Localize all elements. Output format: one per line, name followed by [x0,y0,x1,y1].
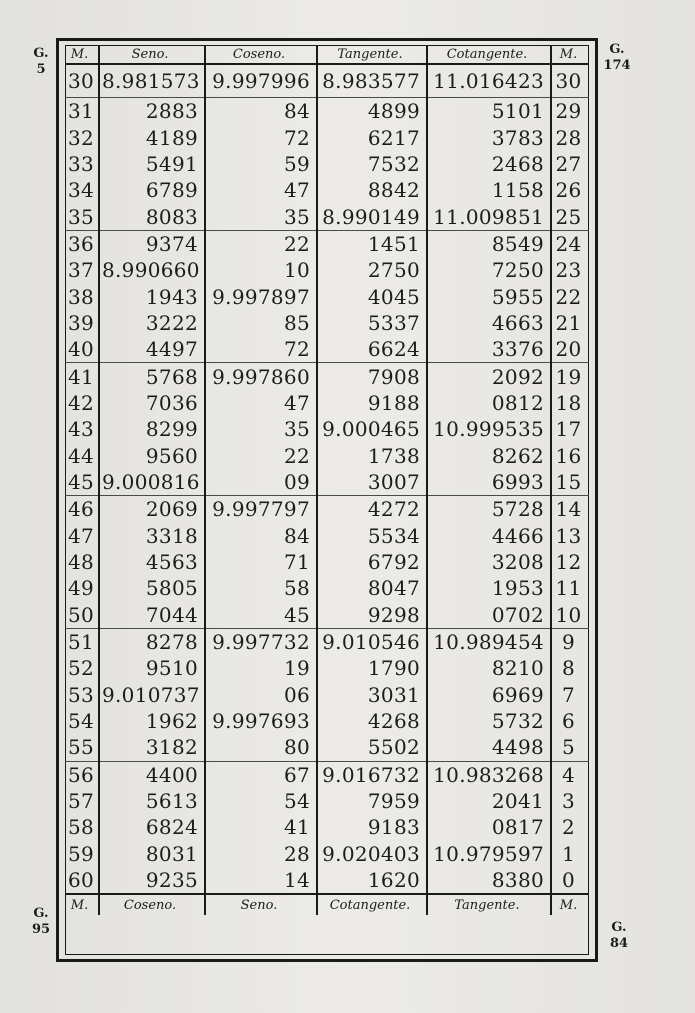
table-row [65,310,589,336]
margin-mark-bottom-left [26,906,56,938]
minute-right: 6 [551,708,589,734]
table-row [65,64,589,98]
minute-right: 10 [551,602,589,629]
table-row [65,203,589,230]
cotangente-value: 8210 [427,655,551,681]
minute-right: 3 [551,788,589,814]
seno-value: 9.000816 [99,469,205,496]
minute-right: 5 [551,734,589,761]
tangente-value: 9.010546 [317,628,427,655]
coseno-value: 9.997693 [205,708,317,734]
table-row [65,814,589,840]
minute-right: 12 [551,549,589,575]
seno-value: 2069 [99,496,205,523]
seno-value: 7036 [99,390,205,416]
coseno-value: 22 [205,230,317,257]
table-row [65,363,589,390]
tangente-value: 4899 [317,98,427,125]
tangente-value: 6624 [317,336,427,363]
table-row [65,867,589,894]
table-row [65,761,589,788]
coseno-value: 47 [205,177,317,203]
minute-left: 33 [68,151,95,176]
margin-degree-value: 95 [31,922,51,937]
minute-right: 4 [551,761,589,788]
seno-value: 2883 [99,98,205,125]
minute-left: 37 [68,258,95,283]
header-seno: Seno. [99,45,205,64]
seno-value: 5491 [99,151,205,177]
cotangente-value: 11.009851 [427,203,551,230]
minute-right: 19 [551,363,589,390]
table-row [65,549,589,575]
table-row [65,575,589,601]
cotangente-value: 10.979597 [427,841,551,867]
margin-degree-label: G. [33,46,49,61]
table-row [65,788,589,814]
minute-right: 17 [551,416,589,442]
minute-left: 47 [68,523,95,548]
tangente-value: 6217 [317,124,427,150]
seno-value: 8299 [99,416,205,442]
minute-right: 8 [551,655,589,681]
minute-left: 40 [65,336,99,363]
coseno-value: 14 [205,867,317,894]
cotangente-value: 1953 [427,575,551,601]
table-row [65,124,589,150]
seno-value: 8278 [99,628,205,655]
cotangente-value: 5955 [427,283,551,309]
tangente-value: 9.020403 [317,841,427,867]
minute-left: 42 [68,390,95,415]
coseno-value: 09 [205,469,317,496]
minute-right: 14 [551,496,589,523]
cotangente-value: 5101 [427,98,551,125]
margin-mark-top-left [26,46,56,78]
minute-left: 58 [68,815,95,840]
margin-degree-label: G. [611,920,627,935]
cotangente-value: 5732 [427,708,551,734]
coseno-value: 84 [205,98,317,125]
seno-value: 6789 [99,177,205,203]
coseno-value: 72 [205,124,317,150]
seno-value: 5805 [99,575,205,601]
tangente-value: 4268 [317,708,427,734]
table-row [65,283,589,309]
tangente-value: 7908 [317,363,427,390]
tangente-value: 9298 [317,602,427,629]
minute-right: 23 [551,257,589,283]
minute-left: 50 [65,602,99,629]
coseno-value: 72 [205,336,317,363]
minute-left: 59 [68,841,95,866]
minute-left: 60 [65,867,99,894]
margin-degree-value: 174 [603,58,631,73]
seno-value: 4563 [99,549,205,575]
minute-right: 21 [551,310,589,336]
cotangente-value: 0812 [427,390,551,416]
coseno-value: 9.997797 [205,496,317,523]
coseno-value: 35 [205,416,317,442]
seno-value: 5768 [99,363,205,390]
table-row [65,708,589,734]
footer-row [65,894,589,915]
tangente-value: 7532 [317,151,427,177]
margin-degree-label: G. [33,906,49,921]
coseno-value: 71 [205,549,317,575]
tangente-value: 9.000465 [317,416,427,442]
coseno-value: 80 [205,734,317,761]
cotangente-value: 2468 [427,151,551,177]
table-row [65,523,589,549]
coseno-value: 59 [205,151,317,177]
seno-value: 4400 [99,761,205,788]
header-cotangente: Cotangente. [427,45,551,64]
tangente-value: 1738 [317,442,427,468]
seno-value: 8031 [99,841,205,867]
minute-right: 27 [551,151,589,177]
cotangente-value: 3783 [427,124,551,150]
coseno-value: 22 [205,442,317,468]
minute-left: 57 [68,789,95,814]
coseno-value: 54 [205,788,317,814]
minute-left: 53 [68,682,95,707]
seno-value: 3318 [99,523,205,549]
coseno-value: 35 [205,203,317,230]
header-minutes-left: M. [65,45,99,64]
minute-left: 31 [68,99,95,124]
seno-value: 8.990660 [99,257,205,283]
minute-left: 39 [68,310,95,335]
header-minutes-right: M. [551,45,589,64]
minute-left: 41 [68,364,95,389]
seno-value: 9374 [99,230,205,257]
minute-left: 43 [68,417,95,442]
tangente-value: 9188 [317,390,427,416]
seno-value: 1962 [99,708,205,734]
margin-degree-value: 84 [609,936,629,951]
table-row [65,416,589,442]
seno-value: 4497 [99,336,205,363]
minute-right: 2 [551,814,589,840]
minute-right: 9 [551,628,589,655]
minute-right: 18 [551,390,589,416]
coseno-value: 58 [205,575,317,601]
cotangente-value: 6993 [427,469,551,496]
margin-mark-top-right [602,42,632,74]
cotangente-value: 8549 [427,230,551,257]
cotangente-value: 0817 [427,814,551,840]
margin-degree-label: G. [609,42,625,57]
coseno-value: 9.997860 [205,363,317,390]
cotangente-value: 10.999535 [427,416,551,442]
coseno-value: 10 [205,257,317,283]
seno-value: 8.981573 [99,64,205,98]
tangente-value: 9.016732 [317,761,427,788]
seno-value: 9235 [99,867,205,894]
cotangente-value: 8380 [427,867,551,894]
table-row [65,602,589,629]
tangente-value: 8047 [317,575,427,601]
table-row [65,177,589,203]
cotangente-value: 3208 [427,549,551,575]
table-row [65,336,589,363]
seno-value: 9510 [99,655,205,681]
tangente-value: 9183 [317,814,427,840]
cotangente-value: 4663 [427,310,551,336]
table-row [65,442,589,468]
coseno-value: 06 [205,682,317,708]
coseno-value: 9.997732 [205,628,317,655]
cotangente-value: 2041 [427,788,551,814]
seno-value: 3222 [99,310,205,336]
margin-degree-value: 5 [36,62,46,77]
table-row [65,257,589,283]
minute-right: 26 [551,177,589,203]
cotangente-value: 0702 [427,602,551,629]
seno-value: 4189 [99,124,205,150]
tangente-value: 7959 [317,788,427,814]
minute-right: 13 [551,523,589,549]
table-body [65,64,589,894]
minute-right: 29 [551,98,589,125]
minute-right: 30 [551,64,589,98]
tangente-value: 5502 [317,734,427,761]
seno-value: 9.010737 [99,682,205,708]
cotangente-value: 4466 [427,523,551,549]
minute-left: 34 [68,178,95,203]
tangente-value: 1790 [317,655,427,681]
seno-value: 7044 [99,602,205,629]
minute-left: 30 [65,64,99,98]
minute-right: 15 [551,469,589,496]
coseno-value: 41 [205,814,317,840]
minute-right: 11 [551,575,589,601]
minute-left: 49 [68,576,95,601]
table-row [65,682,589,708]
margin-mark-bottom-right [604,920,634,952]
trig-table [65,45,589,915]
seno-value: 6824 [99,814,205,840]
coseno-value: 28 [205,841,317,867]
coseno-value: 85 [205,310,317,336]
cotangente-value: 4498 [427,734,551,761]
tangente-value: 8842 [317,177,427,203]
minute-left: 35 [65,203,99,230]
minute-right: 1 [551,841,589,867]
minute-left: 45 [65,469,99,496]
tangente-value: 8.983577 [317,64,427,98]
minute-right: 28 [551,124,589,150]
coseno-value: 84 [205,523,317,549]
minute-right: 16 [551,442,589,468]
table-row [65,469,589,496]
table-row [65,390,589,416]
tangente-value: 6792 [317,549,427,575]
cotangente-value: 1158 [427,177,551,203]
cotangente-value: 3376 [427,336,551,363]
tangente-value: 1620 [317,867,427,894]
seno-value: 1943 [99,283,205,309]
tangente-value: 4272 [317,496,427,523]
minute-right: 24 [551,230,589,257]
table-row [65,496,589,523]
minute-left: 36 [68,231,95,256]
footer-coseno: Coseno. [99,894,205,915]
cotangente-value: 5728 [427,496,551,523]
minute-left: 48 [68,550,95,575]
seno-value: 9560 [99,442,205,468]
cotangente-value: 10.989454 [427,628,551,655]
coseno-value: 9.997996 [205,64,317,98]
seno-value: 5613 [99,788,205,814]
tangente-value: 1451 [317,230,427,257]
table-row [65,655,589,681]
minute-left: 52 [68,656,95,681]
header-tangente: Tangente. [317,45,427,64]
tangente-value: 5534 [317,523,427,549]
tangente-value: 3007 [317,469,427,496]
coseno-value: 19 [205,655,317,681]
footer-minutes-right: M. [551,894,589,915]
table-row [65,628,589,655]
minute-left: 32 [68,125,95,150]
table-frame [56,38,598,962]
seno-value: 3182 [99,734,205,761]
minute-left: 38 [68,284,95,309]
cotangente-value: 11.016423 [427,64,551,98]
minute-left: 51 [68,630,95,655]
coseno-value: 9.997897 [205,283,317,309]
footer-seno: Seno. [205,894,317,915]
table-row [65,98,589,125]
coseno-value: 45 [205,602,317,629]
coseno-value: 67 [205,761,317,788]
footer-cotangente: Cotangente. [317,894,427,915]
minute-left: 46 [68,497,95,522]
cotangente-value: 10.983268 [427,761,551,788]
cotangente-value: 2092 [427,363,551,390]
minute-right: 22 [551,283,589,309]
minute-left: 54 [68,709,95,734]
coseno-value: 47 [205,390,317,416]
minute-right: 25 [551,203,589,230]
header-row [65,45,589,64]
tangente-value: 5337 [317,310,427,336]
tangente-value: 2750 [317,257,427,283]
table-row [65,841,589,867]
table-row [65,734,589,761]
minute-left: 55 [65,734,99,761]
cotangente-value: 7250 [427,257,551,283]
tangente-value: 4045 [317,283,427,309]
cotangente-value: 8262 [427,442,551,468]
tangente-value: 8.990149 [317,203,427,230]
table-row [65,151,589,177]
minute-right: 7 [551,682,589,708]
cotangente-value: 6969 [427,682,551,708]
seno-value: 8083 [99,203,205,230]
footer-minutes-left: M. [65,894,99,915]
minute-left: 56 [68,762,95,787]
minute-left: 44 [68,443,95,468]
table-row [65,230,589,257]
minute-right: 0 [551,867,589,894]
header-coseno: Coseno. [205,45,317,64]
tangente-value: 3031 [317,682,427,708]
minute-right: 20 [551,336,589,363]
footer-tangente: Tangente. [427,894,551,915]
